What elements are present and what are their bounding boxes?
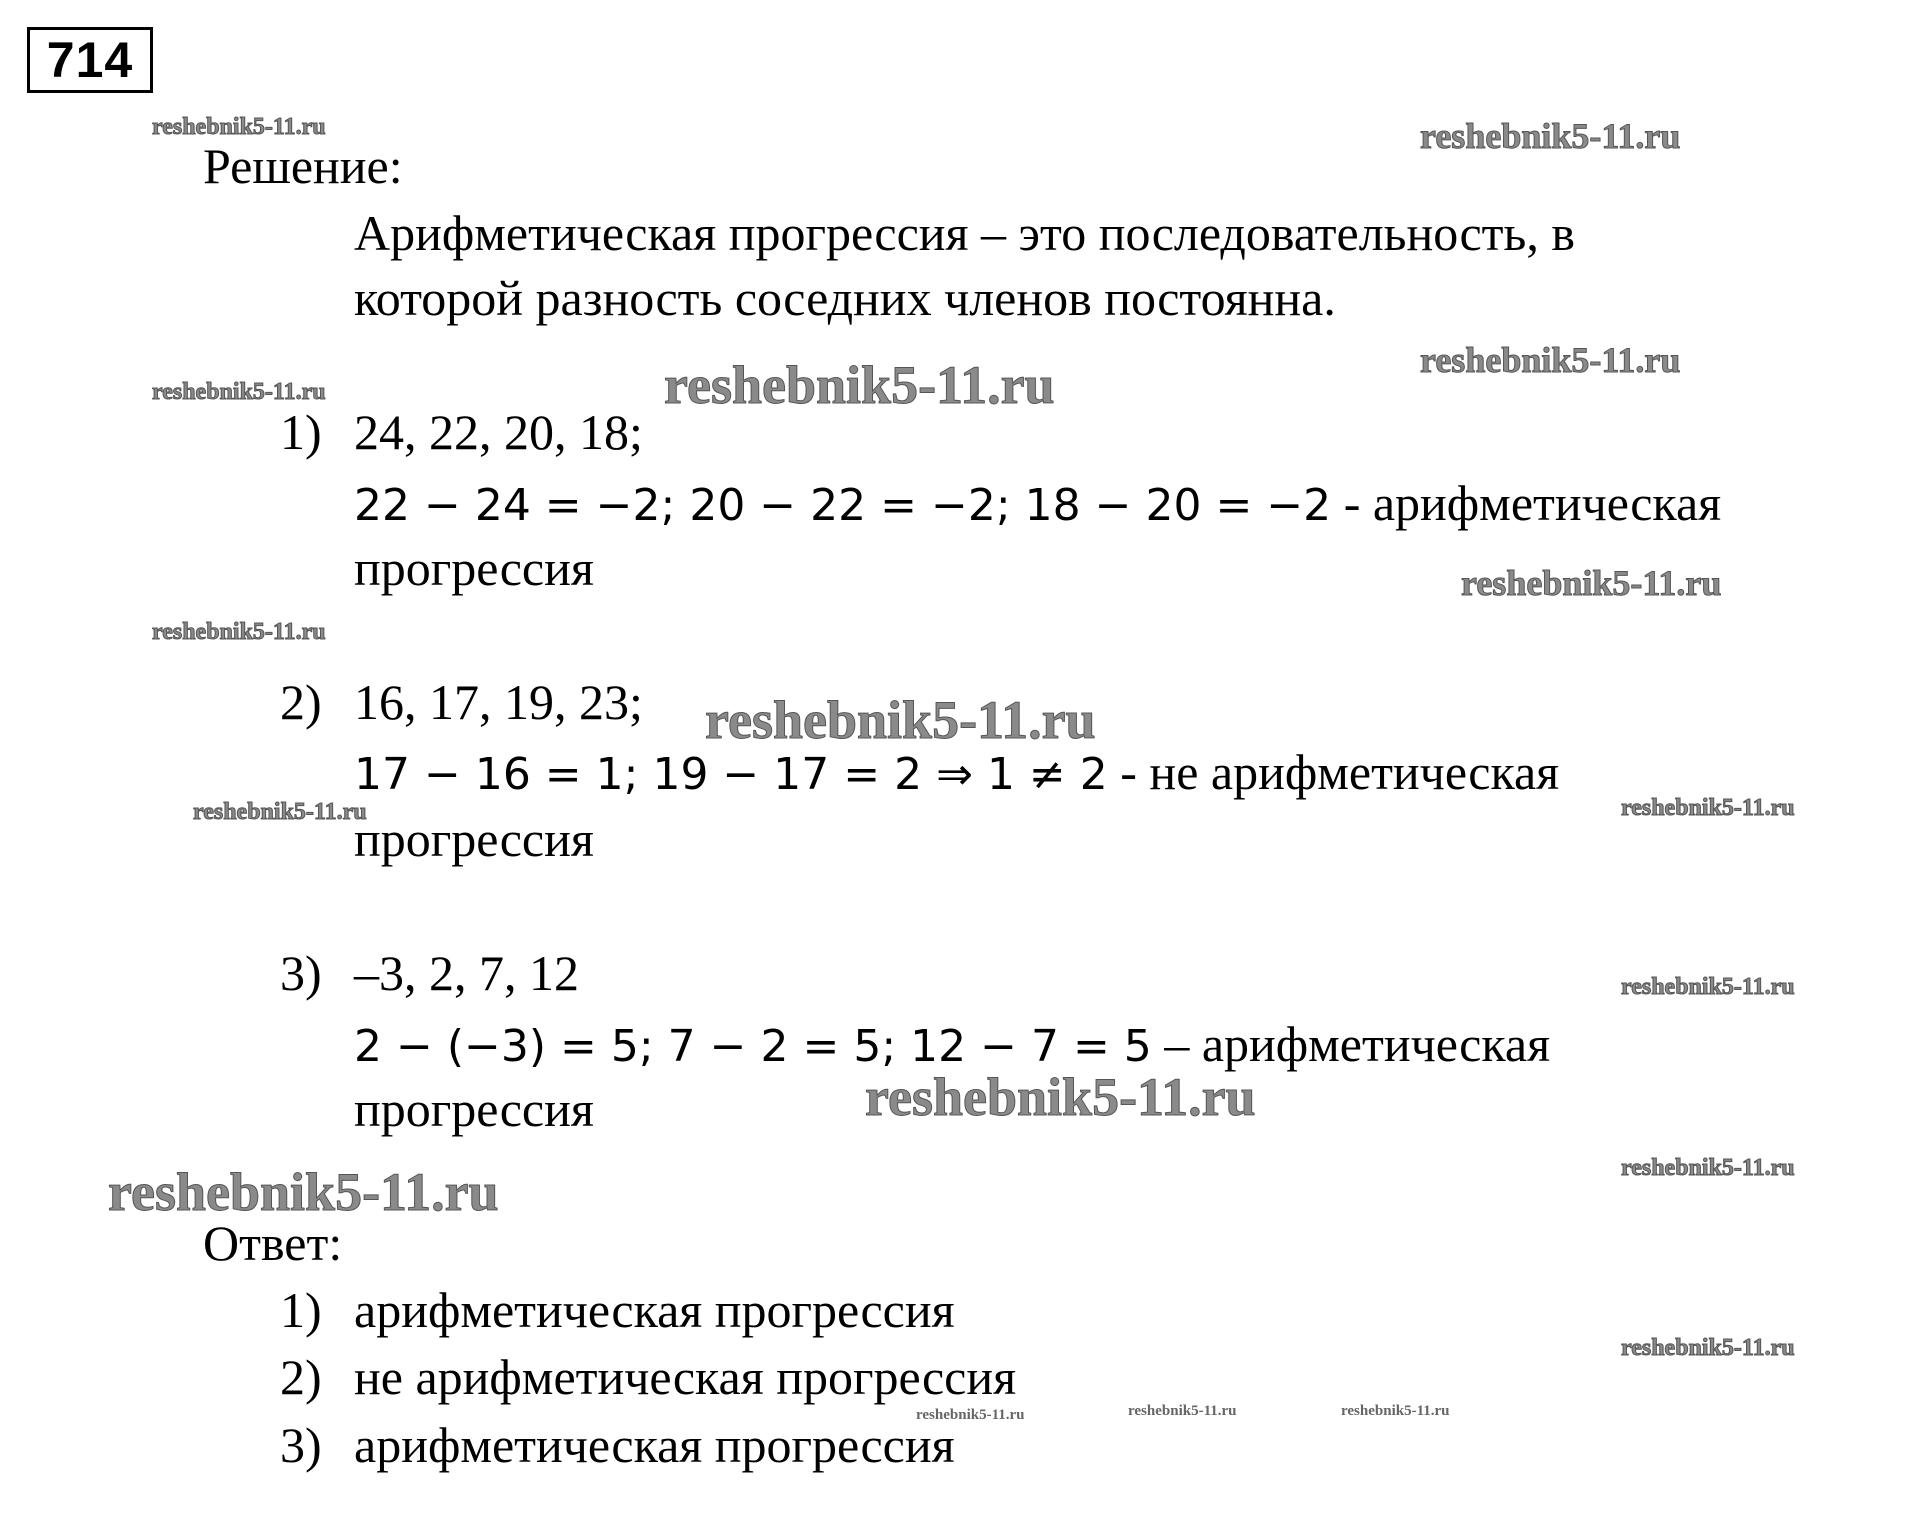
- item-calculation: [354, 744, 1560, 800]
- watermark: reshebnik5-11.ru: [152, 619, 326, 645]
- conclusion: - не арифметическая: [1107, 744, 1560, 800]
- conclusion: - арифметическая: [1331, 475, 1722, 531]
- item-sequence: –3, 2, 7, 12: [354, 945, 579, 1001]
- answer-text: не арифметическая прогрессия: [354, 1349, 1017, 1405]
- math-expression: 2 − (−3) = 5; 7 − 2 = 5; 12 − 7 = 5: [354, 1021, 1152, 1072]
- watermark: reshebnik5-11.ru: [664, 355, 1055, 415]
- item-marker: 3): [280, 945, 322, 1001]
- answer-marker: 2): [280, 1349, 322, 1405]
- watermark: reshebnik5-11.ru: [1128, 1403, 1237, 1419]
- answer-text: арифметическая прогрессия: [354, 1282, 955, 1338]
- watermark: reshebnik5-11.ru: [193, 799, 367, 825]
- answer-text: арифметическая прогрессия: [354, 1417, 955, 1473]
- watermark: reshebnik5-11.ru: [1621, 1155, 1795, 1181]
- conclusion-line-2: прогрессия: [354, 1081, 594, 1137]
- item-calculation: [354, 475, 1722, 531]
- watermark: reshebnik5-11.ru: [152, 114, 326, 140]
- item-sequence: 24, 22, 20, 18;: [354, 404, 643, 460]
- solution-label: Решение:: [203, 138, 403, 194]
- math-expression: 22 − 24 = −2; 20 − 22 = −2; 18 − 20 = −2: [354, 480, 1332, 531]
- item-marker: 1): [280, 404, 322, 460]
- item-marker: 2): [280, 674, 322, 730]
- item-sequence: 16, 17, 19, 23;: [354, 674, 643, 730]
- watermark: reshebnik5-11.ru: [705, 690, 1096, 750]
- conclusion-line-2: прогрессия: [354, 540, 594, 596]
- watermark: reshebnik5-11.ru: [916, 1407, 1025, 1423]
- definition-line-2: которой разность соседних членов постоянна.: [354, 270, 1336, 326]
- watermark: reshebnik5-11.ru: [108, 1162, 499, 1222]
- answer-marker: 1): [280, 1282, 322, 1338]
- watermark: reshebnik5-11.ru: [1621, 1335, 1795, 1361]
- watermark: reshebnik5-11.ru: [1461, 563, 1722, 603]
- problem-number: 714: [27, 27, 153, 93]
- watermark: reshebnik5-11.ru: [1621, 795, 1795, 821]
- item-calculation: [354, 1016, 1551, 1072]
- watermark: reshebnik5-11.ru: [1621, 974, 1795, 1000]
- answer-marker: 3): [280, 1417, 322, 1473]
- watermark: reshebnik5-11.ru: [865, 1067, 1256, 1127]
- math-expression: 17 − 16 = 1; 19 − 17 = 2 ⇒ 1 ≠ 2: [354, 749, 1108, 800]
- watermark: reshebnik5-11.ru: [1420, 116, 1681, 156]
- definition-line-1: Арифметическая прогрессия – это последовательность, в: [354, 205, 1575, 261]
- conclusion: – арифметическая: [1151, 1016, 1551, 1072]
- answer-label: Ответ:: [203, 1215, 343, 1271]
- watermark: reshebnik5-11.ru: [1341, 1403, 1450, 1419]
- watermark: reshebnik5-11.ru: [1420, 340, 1681, 380]
- conclusion-line-2: прогрессия: [354, 811, 594, 867]
- watermark: reshebnik5-11.ru: [152, 379, 326, 405]
